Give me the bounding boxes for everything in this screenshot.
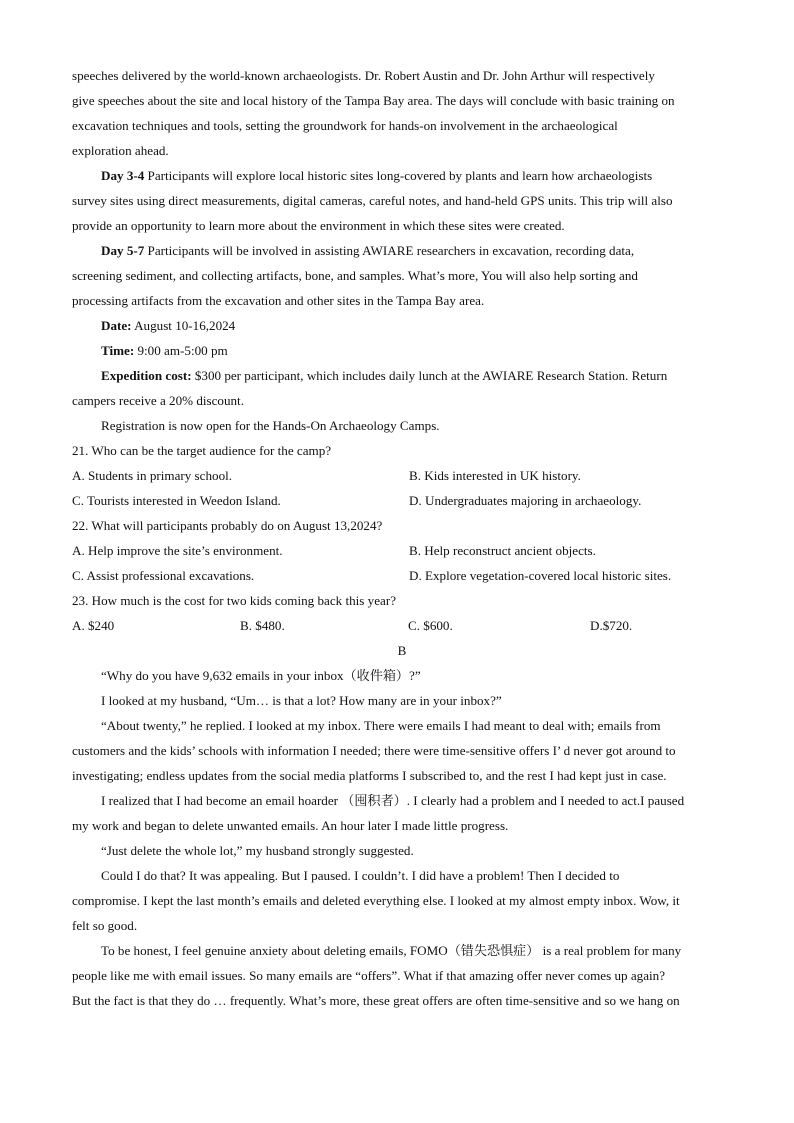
- option-a: A. $240: [72, 618, 115, 633]
- text-line: “Just delete the whole lot,” my husband strongly suggested.: [101, 843, 414, 858]
- time-value: 9:00 am-5:00 pm: [134, 343, 228, 358]
- text-line: But the fact is that they do … frequently. What’s more, these great offers are often time-sensitive and so we hang on: [72, 993, 680, 1008]
- passage-a-intro: [72, 63, 732, 163]
- day-3-4-paragraph: [72, 163, 732, 238]
- text-line: Expedition cost: $300 per participant, which includes daily lunch at the AWIARE Research Station. Return: [101, 368, 668, 383]
- question-stem: 22. What will participants probably do on August 13,2024?: [72, 518, 383, 533]
- text-line: excavation techniques and tools, setting the groundwork for hands-on involvement in the archaeological: [72, 118, 618, 133]
- text-line: Day 3-4 Participants will explore local historic sites long-covered by plants and learn how archaeologists: [101, 168, 653, 183]
- text-line: “Why do you have 9,632 emails in your inbox（收件箱）?”: [101, 668, 421, 683]
- cost-label: Expedition cost:: [101, 368, 192, 383]
- text-line: customers and the kids’ schools with information I needed; there were time-sensitive offers I’ d never got around to: [72, 743, 676, 758]
- option-a: A. Help improve the site’s environment.: [72, 543, 283, 558]
- cost-paragraph: [72, 363, 732, 413]
- text-line: screening sediment, and collecting artifacts, bone, and samples. What’s more, You will also help sorting and: [72, 268, 638, 283]
- option-c: C. Tourists interested in Weedon Island.: [72, 493, 281, 508]
- text-line: Day 5-7 Participants will be involved in assisting AWIARE researchers in excavation, recording data,: [101, 243, 635, 258]
- date-line: [72, 313, 732, 338]
- question-22: [72, 513, 732, 588]
- day-5-7-paragraph: [72, 238, 732, 313]
- option-d: D.$720.: [590, 618, 633, 633]
- question-21: [72, 438, 732, 513]
- text-line: I realized that I had become an email hoarder （囤积者）. I clearly had a problem and I needed to act.I paused: [101, 793, 685, 808]
- option-b: B. $480.: [240, 618, 285, 633]
- time-line: [72, 338, 732, 363]
- text-line: processing artifacts from the excavation and other sites in the Tampa Bay area.: [72, 293, 485, 308]
- option-b: B. Kids interested in UK history.: [409, 468, 581, 483]
- day-3-4-label: Day 3-4: [101, 168, 145, 183]
- text-line: exploration ahead.: [72, 143, 169, 158]
- question-stem: 21. Who can be the target audience for the camp?: [72, 443, 332, 458]
- text-line: To be honest, I feel genuine anxiety about deleting emails, FOMO（错失恐惧症） is a real problem for many: [101, 943, 682, 958]
- text-line: provide an opportunity to learn more about the environment in which these sites were created.: [72, 218, 565, 233]
- text-line: I looked at my husband, “Um… is that a lot? How many are in your inbox?”: [101, 693, 502, 708]
- option-d: D. Undergraduates majoring in archaeology.: [409, 493, 642, 508]
- question-23: [72, 588, 732, 638]
- option-row: [72, 488, 732, 513]
- option-c: C. Assist professional excavations.: [72, 568, 255, 583]
- option-row: [72, 538, 732, 563]
- text-line: compromise. I kept the last month’s emails and deleted everything else. I looked at my almost empty inbox. Wow, it: [72, 893, 680, 908]
- option-row: [72, 613, 732, 638]
- text-line: Could I do that? It was appealing. But I paused. I couldn’t. I did have a problem! Then I decided to: [101, 868, 620, 883]
- text-line: give speeches about the site and local history of the Tampa Bay area. The days will conclude with basic training on: [72, 93, 675, 108]
- option-d: D. Explore vegetation-covered local historic sites.: [409, 568, 672, 583]
- registration-line: Registration is now open for the Hands-On Archaeology Camps.: [101, 418, 440, 433]
- text-line: survey sites using direct measurements, digital cameras, careful notes, and hand-held GPS units. This trip will also: [72, 193, 673, 208]
- text-line: “About twenty,” he replied. I looked at my inbox. There were emails I had meant to deal with; emails from: [101, 718, 661, 733]
- date-label: Date:: [101, 318, 132, 333]
- option-c: C. $600.: [408, 618, 453, 633]
- option-b: B. Help reconstruct ancient objects.: [409, 543, 596, 558]
- option-row: [72, 563, 732, 588]
- text-line: investigating; endless updates from the social media platforms I subscribed to, and the rest I had kept just in case.: [72, 768, 667, 783]
- section-b-heading: B: [397, 643, 407, 658]
- option-a: A. Students in primary school.: [72, 468, 233, 483]
- date-value: August 10-16,2024: [131, 318, 236, 333]
- text-line: people like me with email issues. So many emails are “offers”. What if that amazing offer never comes up again?: [72, 968, 666, 983]
- day-5-7-label: Day 5-7: [101, 243, 145, 258]
- question-stem: 23. How much is the cost for two kids coming back this year?: [72, 593, 397, 608]
- text-line: speeches delivered by the world-known archaeologists. Dr. Robert Austin and Dr. John Arthur will respectively: [72, 68, 655, 83]
- document-body: [72, 63, 732, 1013]
- section-b-passage: [72, 663, 732, 1013]
- text-line: my work and began to delete unwanted emails. An hour later I made little progress.: [72, 818, 509, 833]
- text-line: felt so good.: [72, 918, 138, 933]
- time-label: Time:: [101, 343, 135, 358]
- option-row: [72, 463, 732, 488]
- text-line: campers receive a 20% discount.: [72, 393, 244, 408]
